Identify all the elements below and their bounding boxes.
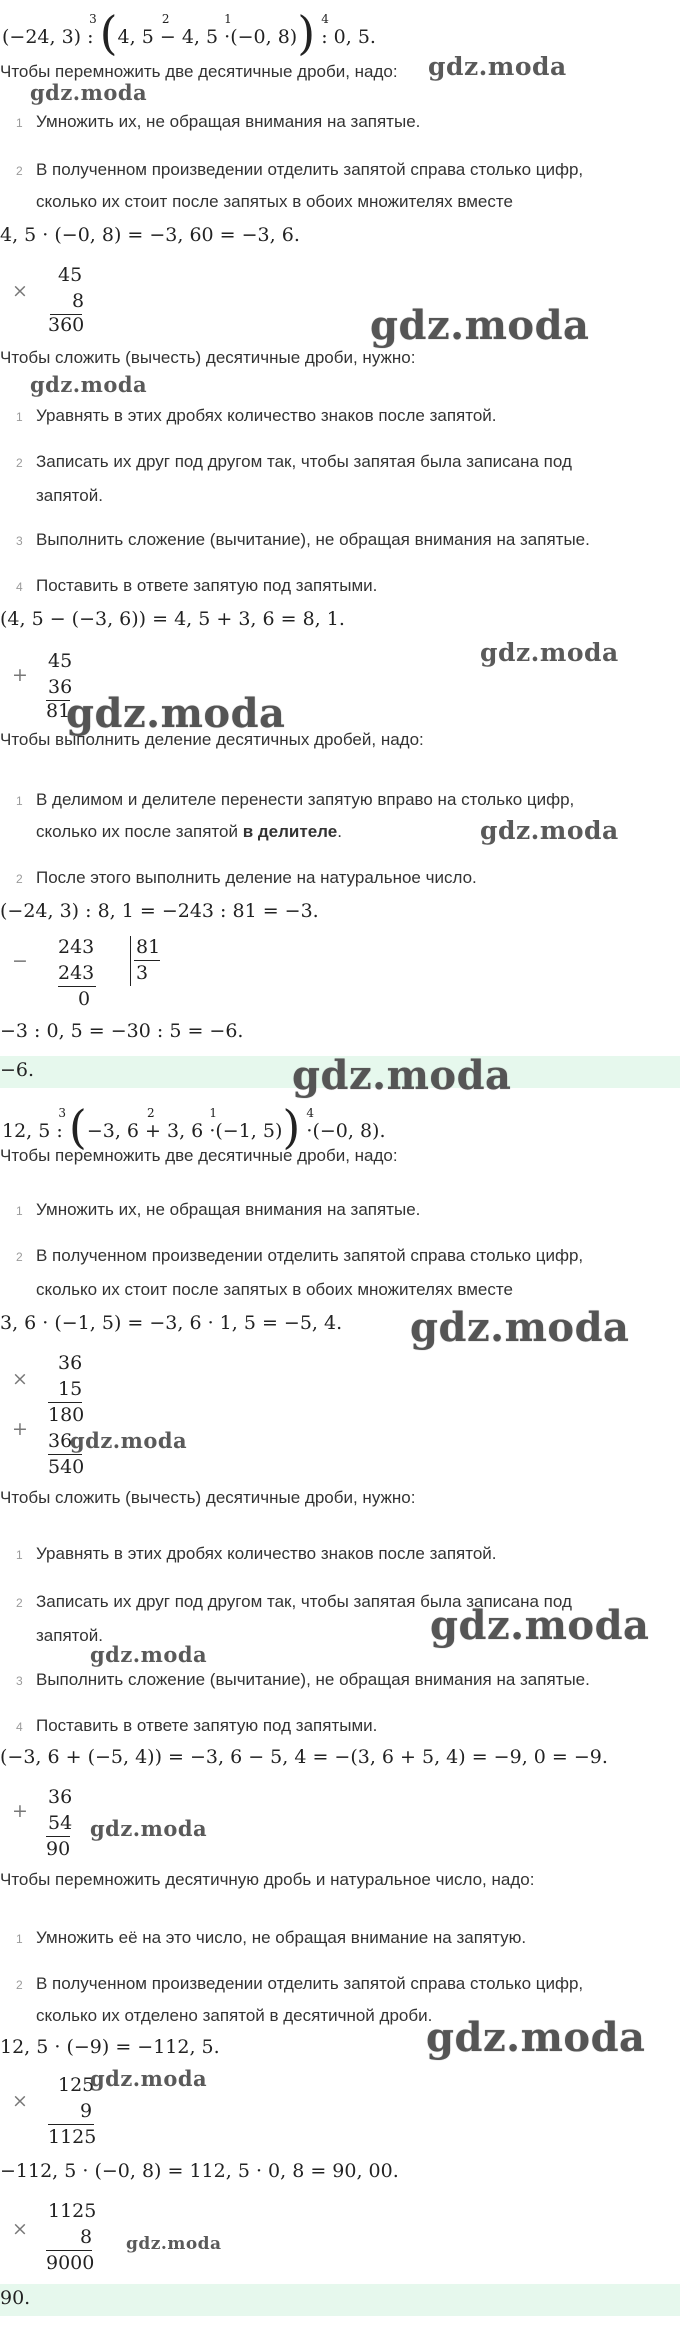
list-item-number: 1 bbox=[16, 410, 23, 424]
calc-result: 9000 bbox=[46, 2252, 95, 2274]
calc-operand: 8 bbox=[80, 2226, 93, 2248]
list-item-number: 1 bbox=[16, 116, 23, 130]
calc-operand: 15 bbox=[58, 1378, 83, 1400]
list-item-number: 4 bbox=[16, 1720, 23, 1734]
calc-operand: 8 bbox=[72, 290, 85, 312]
ex1-mult-rule-title: Чтобы перемножить две десятичные дроби, надо: bbox=[0, 62, 398, 81]
list-item: В делимом и делителе перенести запятую вправо на столько цифр, bbox=[36, 790, 575, 809]
list-item-continued: сколько их стоит после запятых в обоих множителях вместе bbox=[36, 1280, 513, 1299]
ex1-step2: (4, 5 − (−3, 6)) = 4, 5 + 3, 6 = 8, 1. bbox=[0, 608, 345, 630]
calc-operand: 45 bbox=[48, 650, 73, 672]
calc-operand: 125 bbox=[58, 2074, 95, 2096]
list-item-continued: сколько их после запятой в делителе. bbox=[36, 822, 342, 841]
calc-result: 360 bbox=[48, 314, 85, 336]
watermark: gdz.moda bbox=[480, 638, 619, 667]
list-item: После этого выполнить деление на натуральное число. bbox=[36, 868, 477, 887]
ex1-add-rule-title: Чтобы сложить (вычесть) десятичные дроби, нужно: bbox=[0, 348, 416, 367]
calc-quotient: 3 bbox=[136, 962, 149, 984]
calc-remainder: 0 bbox=[78, 988, 91, 1010]
watermark: gdz.moda bbox=[66, 690, 286, 737]
list-item-number: 2 bbox=[16, 456, 23, 470]
list-item: Уравнять в этих дробях количество знаков после запятой. bbox=[36, 406, 497, 425]
watermark: gdz.moda bbox=[126, 2234, 222, 2254]
ex2-mult-rule-title: Чтобы перемножить две десятичные дроби, надо: bbox=[0, 1146, 398, 1165]
watermark: gdz.moda bbox=[70, 1428, 188, 1453]
calc-result: 540 bbox=[48, 1456, 85, 1478]
calc-divisor: 81 bbox=[136, 936, 161, 958]
ex2-step2: (−3, 6 + (−5, 4)) = −3, 6 − 5, 4 = −(3, 6 + 5, 4) = −9, 0 = −9. bbox=[0, 1746, 608, 1768]
ex1-step3: (−24, 3) : 8, 1 = −243 : 81 = −3. bbox=[0, 900, 319, 922]
list-item-number: 2 bbox=[16, 164, 23, 178]
list-item-continued: сколько их отделено запятой в десятичной дроби. bbox=[36, 2006, 433, 2025]
calc-divider bbox=[46, 1836, 70, 1837]
ex2-step4: −112, 5 · (−0, 8) = 112, 5 · 0, 8 = 90, 00. bbox=[0, 2160, 399, 2182]
watermark: gdz.moda bbox=[90, 2066, 208, 2091]
list-item: Умножить её на это число, не обращая внимание на запятую. bbox=[36, 1928, 527, 1947]
list-item-number: 3 bbox=[16, 1674, 23, 1688]
watermark: gdz.moda bbox=[90, 1642, 208, 1667]
calc-dividend: 243 bbox=[58, 936, 95, 958]
division-bar bbox=[130, 936, 131, 986]
calc-sign: × bbox=[12, 1368, 28, 1390]
ex1-expression: (−24, 3) 3 : (4, 5 2 − 4, 5 1 ·(−0, 8)) 4 : 0, 5. bbox=[2, 6, 376, 60]
list-item-number: 2 bbox=[16, 1250, 23, 1264]
list-item: В полученном произведении отделить запятой справа столько цифр, bbox=[36, 1246, 584, 1265]
calc-operand: 36 bbox=[48, 1786, 73, 1808]
calc-operand: 45 bbox=[58, 264, 83, 286]
list-item: Поставить в ответе запятую под запятыми. bbox=[36, 576, 378, 595]
list-item-number: 4 bbox=[16, 580, 23, 594]
calc-divider bbox=[48, 2124, 94, 2125]
list-item: В полученном произведении отделить запятой справа столько цифр, bbox=[36, 1974, 584, 1993]
ex1-div-rule-title: Чтобы выполнить деление десятичных дробей, надо: bbox=[0, 730, 424, 749]
list-item: Умножить их, не обращая внимания на запятые. bbox=[36, 1200, 421, 1219]
calc-operand: 36 bbox=[58, 1352, 83, 1374]
list-item: Поставить в ответе запятую под запятыми. bbox=[36, 1716, 378, 1735]
list-item-number: 2 bbox=[16, 1978, 23, 1992]
ex1-answer: −6. bbox=[0, 1059, 35, 1081]
calc-subtrahend: 243 bbox=[58, 962, 95, 984]
list-item: Записать их друг под другом так, чтобы запятая была записана под bbox=[36, 1592, 572, 1611]
calc-result: 1125 bbox=[48, 2126, 97, 2148]
calc-sign: + bbox=[12, 1418, 28, 1440]
calc-result: 81 bbox=[46, 700, 71, 722]
list-item: Записать их друг под другом так, чтобы запятая была записана под bbox=[36, 452, 572, 471]
calc-sign: × bbox=[12, 2218, 28, 2240]
ex2-answer: 90. bbox=[0, 2287, 31, 2309]
watermark: gdz.moda bbox=[292, 1052, 512, 1099]
calc-partial: 36 bbox=[48, 1430, 73, 1452]
watermark: gdz.moda bbox=[480, 816, 619, 845]
ex2-add-rule-title: Чтобы сложить (вычесть) десятичные дроби, нужно: bbox=[0, 1488, 416, 1507]
list-item-number: 1 bbox=[16, 1548, 23, 1562]
watermark: gdz.moda bbox=[30, 372, 148, 397]
list-item-number: 3 bbox=[16, 534, 23, 548]
calc-divider bbox=[46, 2250, 92, 2251]
ex2-nat-rule-title: Чтобы перемножить десятичную дробь и натуральное число, надо: bbox=[0, 1870, 535, 1889]
list-item-number: 2 bbox=[16, 1596, 23, 1610]
list-item-continued: запятой. bbox=[36, 486, 103, 505]
calc-operand: 9 bbox=[80, 2100, 93, 2122]
watermark: gdz.moda bbox=[30, 80, 148, 105]
list-item: Уравнять в этих дробях количество знаков после запятой. bbox=[36, 1544, 497, 1563]
ex2-step1: 3, 6 · (−1, 5) = −3, 6 · 1, 5 = −5, 4. bbox=[0, 1312, 343, 1334]
list-item-number: 1 bbox=[16, 1932, 23, 1946]
ex2-expression: 12, 5 3 : (−3, 6 2 + 3, 6 1 ·(−1, 5)) 4 ·(−0, 8). bbox=[2, 1100, 386, 1154]
calc-partial: 180 bbox=[48, 1404, 85, 1426]
list-item-number: 1 bbox=[16, 1204, 23, 1218]
calc-sign: − bbox=[12, 950, 28, 972]
watermark: gdz.moda bbox=[90, 1816, 208, 1841]
list-item-continued: сколько их стоит после запятых в обоих множителях вместе bbox=[36, 192, 513, 211]
calc-operand: 54 bbox=[48, 1812, 73, 1834]
calc-divider bbox=[58, 986, 96, 987]
watermark: gdz.moda bbox=[410, 1304, 630, 1351]
calc-sign: × bbox=[12, 2090, 28, 2112]
divisor-underline bbox=[134, 960, 160, 961]
watermark: gdz.moda bbox=[370, 302, 590, 349]
answer-bar bbox=[0, 2284, 680, 2316]
calc-operand: 1125 bbox=[48, 2200, 97, 2222]
calc-operand: 36 bbox=[48, 676, 73, 698]
ex1-step1: 4, 5 · (−0, 8) = −3, 60 = −3, 6. bbox=[0, 224, 300, 246]
list-item: Выполнить сложение (вычитание), не обращая внимания на запятые. bbox=[36, 530, 590, 549]
calc-divider bbox=[48, 1454, 82, 1455]
calc-sign: + bbox=[12, 664, 28, 686]
calc-result: 90 bbox=[46, 1838, 71, 1860]
calc-sign: × bbox=[12, 280, 28, 302]
calc-divider bbox=[48, 1402, 82, 1403]
calc-sign: + bbox=[12, 1800, 28, 1822]
watermark: gdz.moda bbox=[430, 1602, 650, 1649]
list-item-number: 1 bbox=[16, 794, 23, 808]
list-item: Умножить их, не обращая внимания на запятые. bbox=[36, 112, 421, 131]
watermark: gdz.moda bbox=[428, 52, 567, 81]
list-item-number: 2 bbox=[16, 872, 23, 886]
list-item-continued: запятой. bbox=[36, 1626, 103, 1645]
list-item: В полученном произведении отделить запятой справа столько цифр, bbox=[36, 160, 584, 179]
ex2-step3: 12, 5 · (−9) = −112, 5. bbox=[0, 2036, 220, 2058]
watermark: gdz.moda bbox=[426, 2014, 646, 2061]
ex1-step4: −3 : 0, 5 = −30 : 5 = −6. bbox=[0, 1020, 244, 1042]
list-item: Выполнить сложение (вычитание), не обращая внимания на запятые. bbox=[36, 1670, 590, 1689]
